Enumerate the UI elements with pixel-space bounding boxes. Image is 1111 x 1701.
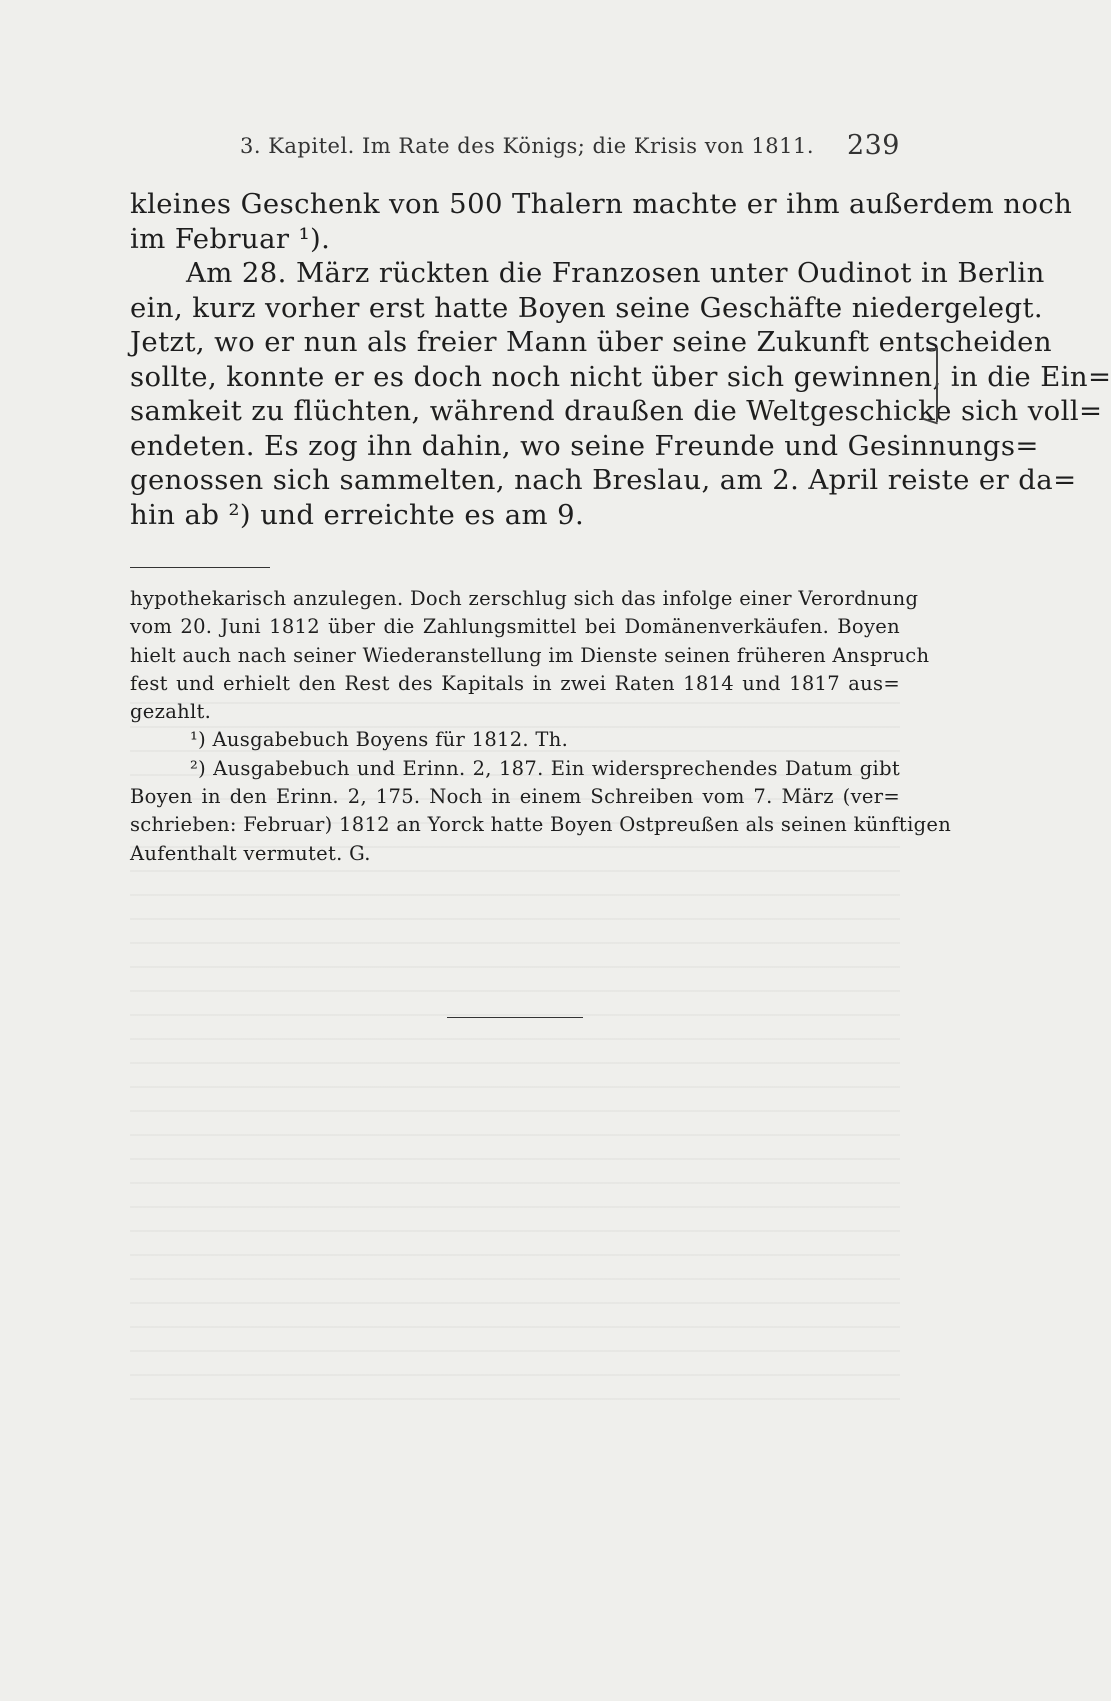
footnote-line: Aufenthalt vermutet. G. — [130, 841, 371, 865]
margin-bracket-mark — [928, 348, 938, 422]
body-line: samkeit zu flüchten, während draußen die Weltgeschicke sich voll= — [130, 395, 1103, 427]
show-through-texture — [130, 680, 952, 1420]
footnote-2: ²) Ausgabebuch und Erinn. 2, 187. Ein widersprechendes Datum gibt — [190, 756, 900, 780]
footnote-1: ¹) Ausgabebuch Boyens für 1812. Th. — [190, 728, 569, 752]
body-line: sollte, konnte er es doch noch nicht über sich gewinnen, in die Ein= — [130, 360, 1111, 393]
footnote-line: gezahlt. — [130, 700, 212, 724]
body-line: hin ab ²) und erreichte es am 9. — [130, 498, 585, 531]
body-line: genossen sich sammelten, nach Breslau, am 2. April reiste er da= — [130, 464, 1077, 496]
body-text — [130, 187, 1111, 532]
body-line: im Februar ¹). — [130, 222, 331, 255]
footnote-line: schrieben: Februar) 1812 an Yorck hatte Boyen Ostpreußen als seinen künftigen — [130, 813, 952, 837]
body-line: ein, kurz vorher erst hatte Boyen seine Geschäfte niedergelegt. — [130, 291, 1044, 324]
footnote-separator — [130, 567, 270, 568]
footnote-line: hielt auch nach seiner Wiederanstellung im Dienste seinen früheren Anspruch — [130, 643, 930, 667]
body-line: endeten. Es zog ihn dahin, wo seine Freunde und Gesinnungs= — [130, 429, 1039, 462]
running-header — [240, 130, 900, 161]
page-number: 239 — [846, 130, 900, 161]
running-title: 3. Kapitel. Im Rate des Königs; die Krisis von 1811. — [240, 134, 815, 158]
footnote-line: vom 20. Juni 1812 über die Zahlungsmittel bei Domänenverkäufen. Boyen — [130, 615, 900, 639]
footnote-line: Boyen in den Erinn. 2, 175. Noch in einem Schreiben vom 7. März (ver= — [130, 785, 900, 809]
body-line: Jetzt, wo er nun als freier Mann über seine Zukunft entscheiden — [130, 326, 1052, 358]
body-line: kleines Geschenk von 500 Thalern machte er ihm außerdem noch — [130, 188, 1073, 220]
end-rule — [447, 1017, 583, 1018]
body-line: Am 28. März rückten die Franzosen unter Oudinot in Berlin — [186, 257, 1045, 289]
footnote-line: hypothekarisch anzulegen. Doch zerschlug sich das infolge einer Verordnung — [130, 587, 919, 610]
footnote-line: fest und erhielt den Rest des Kapitals in zwei Raten 1814 und 1817 aus= — [130, 671, 900, 695]
